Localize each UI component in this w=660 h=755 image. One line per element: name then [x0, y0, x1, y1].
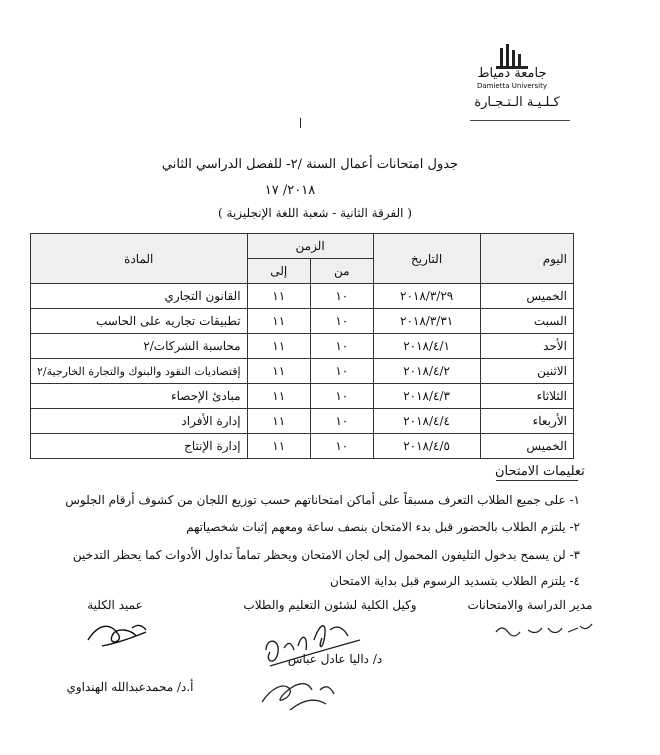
academic-year: ٢٠١٨/ ١٧: [264, 183, 316, 198]
dean-name: أ.د/ محمدعبدالله الهنداوي: [66, 680, 194, 694]
row-to: ١١: [247, 384, 310, 409]
header-subject: المادة: [31, 234, 248, 284]
table-row: [31, 434, 574, 459]
row-date: ٢٠١٨/٤/١: [373, 334, 480, 359]
table-row: [31, 384, 574, 409]
row-from: ١٠: [310, 409, 373, 434]
exam-schedule-table: [30, 233, 574, 459]
dean-title: عميد الكلية: [87, 598, 143, 612]
header-to: إلى: [247, 259, 310, 284]
faculty-underline: [470, 120, 570, 121]
row-date: ٢٠١٨/٤/٥: [373, 434, 480, 459]
instructions-title-underline: [496, 480, 578, 481]
row-to: ١١: [247, 334, 310, 359]
row-day: الاثنين: [480, 359, 573, 384]
row-date: ٢٠١٨/٤/٢: [373, 359, 480, 384]
header-from: من: [310, 259, 373, 284]
row-from: ١٠: [310, 284, 373, 309]
instruction-item: ١- على جميع الطلاب التعرف مسبقاً على أماكن امتحاناتهم حسب توزيع اللجان من كشوف أرقام الجلوس: [65, 493, 580, 507]
row-date: ٢٠١٨/٤/٤: [373, 409, 480, 434]
top-mark: [300, 118, 301, 128]
table-row: [31, 309, 574, 334]
table-row: [31, 359, 574, 384]
class-division: ( الفرقة الثانية - شعبة اللغة الإنجليزية ): [218, 206, 412, 220]
row-from: ١٠: [310, 384, 373, 409]
table-row: [31, 284, 574, 309]
row-day: الخميس: [480, 434, 573, 459]
instruction-item: ٤- يلتزم الطلاب بتسديد الرسوم قبل بداية الامتحان: [329, 574, 580, 588]
row-subject: محاسبة الشركات/٢: [31, 334, 248, 359]
director-title: مدير الدراسة والامتحانات: [467, 598, 593, 612]
table-row: [31, 334, 574, 359]
row-date: ٢٠١٨/٣/٣١: [373, 309, 480, 334]
university-name: جامعة دمياط: [477, 66, 547, 81]
instruction-item: ٣- لن يسمح بدخول التليفون المحمول إلى لجان الامتحان ويحظر تماماً تداول الأدوات كما يحظر التدخين: [72, 548, 580, 562]
row-subject: مبادئ الإحصاء: [31, 384, 248, 409]
row-day: الأربعاء: [480, 409, 573, 434]
row-subject: إدارة الأفراد: [31, 409, 248, 434]
director-signature-icon: [488, 618, 598, 644]
schedule-title: جدول امتحانات أعمال السنة /٢- للفصل الدراسي الثاني: [161, 157, 459, 172]
row-date: ٢٠١٨/٤/٣: [373, 384, 480, 409]
row-to: ١١: [247, 409, 310, 434]
instructions-title: تعليمات الامتحان: [495, 464, 585, 479]
row-to: ١١: [247, 359, 310, 384]
row-to: ١١: [247, 284, 310, 309]
row-subject: إقتصاديات النقود والبنوك والتجارة الخارجية/٢: [31, 359, 248, 384]
row-from: ١٠: [310, 359, 373, 384]
vice-dean-title: وكيل الكلية لشئون التعليم والطلاب: [243, 598, 417, 612]
university-logo: [462, 44, 562, 90]
row-to: ١١: [247, 434, 310, 459]
header-time: الزمن: [247, 234, 373, 259]
row-subject: إدارة الإنتاج: [31, 434, 248, 459]
row-day: الخميس: [480, 284, 573, 309]
row-from: ١٠: [310, 309, 373, 334]
row-from: ١٠: [310, 334, 373, 359]
row-date: ٢٠١٨/٣/٢٩: [373, 284, 480, 309]
vice-dean-name: د/ داليا عادل عباس: [287, 652, 383, 666]
table-row: [31, 409, 574, 434]
row-subject: تطبيقات تجاريه على الحاسب: [31, 309, 248, 334]
university-name-en: Damietta University: [476, 82, 548, 90]
row-to: ١١: [247, 309, 310, 334]
dean-signature-icon: [82, 618, 162, 652]
row-day: الأحد: [480, 334, 573, 359]
faculty-name: كـلـيـة الـتـجـارة: [474, 95, 560, 110]
header-day: اليوم: [480, 234, 573, 284]
row-day: السبت: [480, 309, 573, 334]
row-day: الثلاثاء: [480, 384, 573, 409]
header-date: التاريخ: [373, 234, 480, 284]
row-subject: القانون التجاري: [31, 284, 248, 309]
instruction-item: ٢- يلتزم الطلاب بالحضور قبل بدء الامتحان بنصف ساعة ومعهم إثبات شخصياتهم: [186, 520, 580, 534]
row-from: ١٠: [310, 434, 373, 459]
